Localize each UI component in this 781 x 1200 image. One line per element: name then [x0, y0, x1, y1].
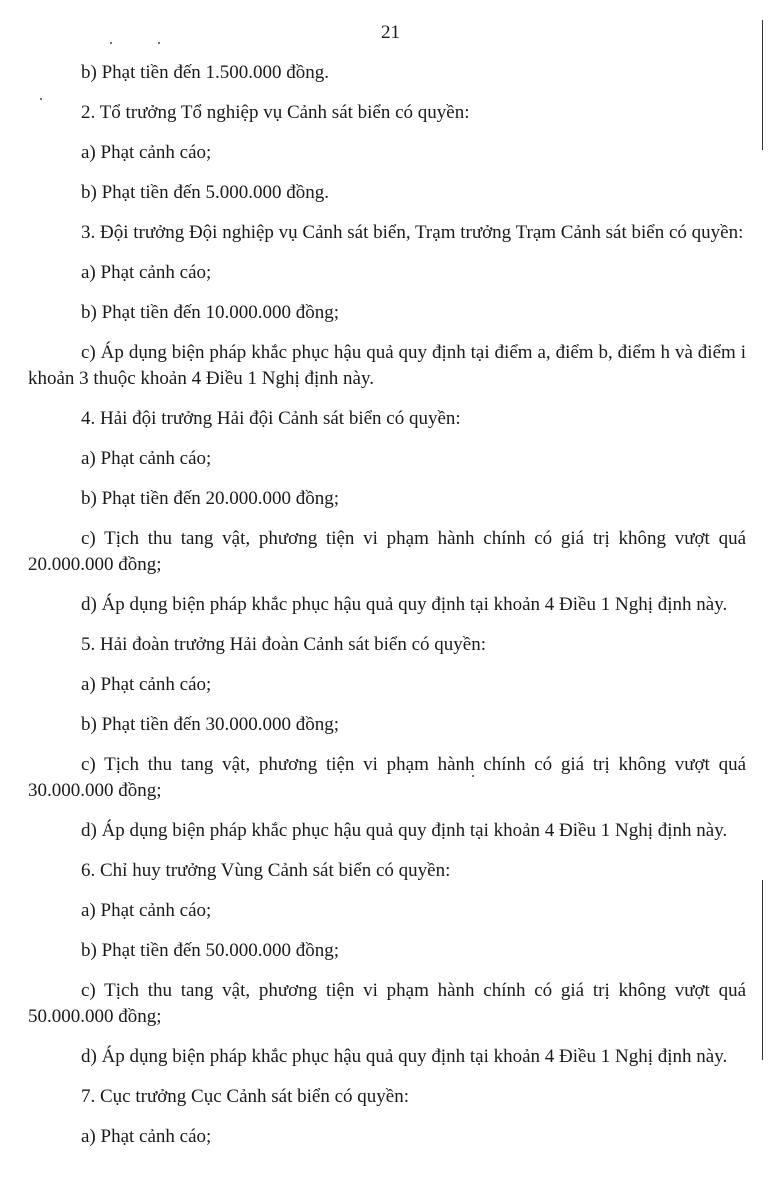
paragraph: a) Phạt cảnh cáo;: [81, 448, 212, 469]
paragraph: b) Phạt tiền đến 20.000.000 đồng;: [81, 488, 340, 509]
paragraph: b) Phạt tiền đến 30.000.000 đồng;: [81, 714, 340, 735]
paragraph: 5. Hải đoàn trưởng Hải đoàn Cảnh sát biển có quyền:: [81, 634, 487, 655]
scan-edge-line: [762, 880, 763, 1060]
paragraph: b) Phạt tiền đến 50.000.000 đồng;: [81, 940, 340, 961]
paragraph: a) Phạt cảnh cáo;: [81, 900, 212, 921]
paragraph: 7. Cục trưởng Cục Cảnh sát biển có quyền:: [81, 1086, 409, 1107]
paragraph: a) Phạt cảnh cáo;: [81, 142, 212, 163]
paragraph: b) Phạt tiền đến 10.000.000 đồng;: [81, 302, 340, 323]
paragraph: d) Áp dụng biện pháp khắc phục hậu quả quy định tại khoản 4 Điều 1 Nghị định này.: [81, 1046, 728, 1067]
paragraph: c) Áp dụng biện pháp khắc phục hậu quả quy định tại điểm a, điểm b, điểm h và điểm i khoản 3 thuộc khoản 4 Điều 1 Nghị định này.: [28, 342, 746, 389]
paragraph: c) Tịch thu tang vật, phương tiện vi phạm hành chính có giá trị không vượt quá 20.000.000 đồng;: [28, 528, 746, 575]
paragraph: d) Áp dụng biện pháp khắc phục hậu quả quy định tại khoản 4 Điều 1 Nghị định này.: [81, 820, 728, 841]
paragraph: 6. Chỉ huy trưởng Vùng Cảnh sát biển có quyền:: [81, 860, 451, 881]
paragraph: d) Áp dụng biện pháp khắc phục hậu quả quy định tại khoản 4 Điều 1 Nghị định này.: [81, 594, 728, 615]
paragraph: 2. Tổ trưởng Tổ nghiệp vụ Cảnh sát biển có quyền:: [81, 102, 470, 123]
page-number: 21: [381, 22, 400, 43]
scan-speck: [110, 42, 112, 44]
paragraph: a) Phạt cảnh cáo;: [81, 262, 212, 283]
scan-edge-line: [762, 20, 763, 150]
paragraph: a) Phạt cảnh cáo;: [81, 674, 212, 695]
paragraph: 4. Hải đội trưởng Hải đội Cảnh sát biển có quyền:: [81, 408, 461, 429]
paragraph: b) Phạt tiền đến 1.500.000 đồng.: [81, 62, 330, 83]
document-body: [28, 60, 746, 1164]
paragraph: c) Tịch thu tang vật, phương tiện vi phạm hành chính có giá trị không vượt quá 50.000.000 đồng;: [28, 980, 746, 1027]
paragraph: b) Phạt tiền đến 5.000.000 đồng.: [81, 182, 330, 203]
paragraph: 3. Đội trưởng Đội nghiệp vụ Cảnh sát biển, Trạm trưởng Trạm Cảnh sát biển có quyền:: [81, 222, 744, 243]
paragraph: c) Tịch thu tang vật, phương tiện vi phạm hành chính có giá trị không vượt quá 30.000.000 đồng;: [28, 754, 746, 801]
scan-speck: [158, 42, 160, 44]
paragraph: a) Phạt cảnh cáo;: [81, 1126, 212, 1147]
